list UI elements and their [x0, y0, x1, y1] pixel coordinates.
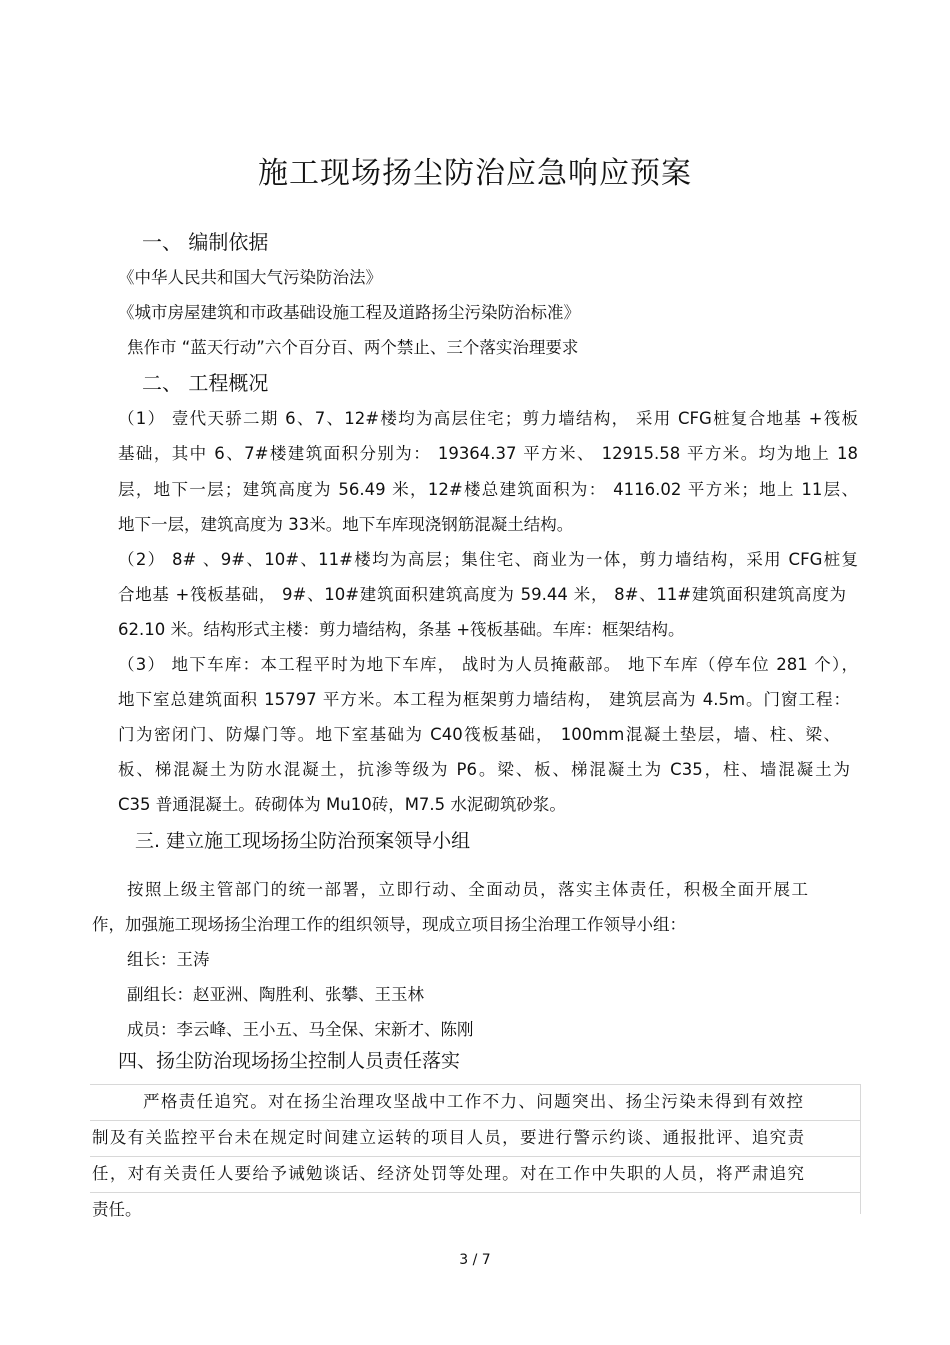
s4-line: 任，对有关责任人要给予诫勉谈话、经济处罚等处理。对在工作中失职的人员，将严肃追究: [92, 1164, 804, 1183]
section-2-heading: 二、 工程概况: [142, 371, 269, 395]
members: 成员：李云峰、王小五、马全保、宋新才、陈刚: [127, 1020, 474, 1039]
s1-line: 《城市房屋建筑和市政基础设施工程及道路扬尘污染防治标准》: [118, 303, 580, 322]
section-1-heading: 一、 编制依据: [142, 230, 269, 254]
deputy-leaders: 副组长：赵亚洲、陶胜利、张攀、王玉林: [127, 985, 424, 1004]
s2-line: 基础，其中 6、7#楼建筑面积分别为： 19364.37 平方米、 12915.58 平方米。均为地上 18: [118, 444, 858, 463]
page-number: 3 / 7: [459, 1252, 491, 1268]
section-3-heading: 三. 建立施工现场扬尘防治预案领导小组: [135, 830, 471, 852]
s2-line: （3） 地下车库：本工程平时为地下车库， 战时为人员掩蔽部。 地下车库（停车位 281 个），: [118, 655, 858, 674]
s2-line: 门为密闭门、防爆门等。地下室基础为 C40筏板基础， 100mm混凝土垫层，墙、柱、梁、: [118, 725, 840, 744]
s2-line: 层，地下一层；建筑高度为 56.49 米，12#楼总建筑面积为： 4116.02 平方米；地上 11层、: [118, 480, 858, 499]
s4-line: 制及有关监控平台未在规定时间建立运转的项目人员，要进行警示约谈、通报批评、追究责: [92, 1128, 804, 1147]
frame-line: [90, 1120, 860, 1121]
s2-line: （2） 8# 、9#、10#、11#楼均为高层；集住宅、商业为一体，剪力墙结构，采用 CFG桩复: [118, 550, 858, 569]
s2-line: 地下室总建筑面积 15797 平方米。本工程为框架剪力墙结构， 建筑层高为 4.5m。门窗工程：: [118, 690, 850, 709]
s2-line: （1） 壹代天骄二期 6、7、12#楼均为高层住宅；剪力墙结构， 采用 CFG桩复合地基 +筏板: [118, 409, 858, 428]
section-4-heading: 四、扬尘防治现场扬尘控制人员责任落实: [118, 1050, 461, 1072]
frame-line: [90, 1084, 860, 1085]
document-title: 施工现场扬尘防治应急响应预案: [258, 156, 692, 191]
s3-line: 按照上级主管部门的统一部署，立即行动、全面动员，落实主体责任，积极全面开展工: [127, 880, 808, 899]
group-leader: 组长：王涛: [127, 950, 210, 969]
s2-line: C35 普通混凝土。砖砌体为 Mu10砖，M7.5 水泥砌筑砂浆。: [118, 795, 566, 814]
frame-line: [90, 1192, 860, 1193]
s2-line: 62.10 米。结构形式主楼：剪力墙结构，条基 +筏板基础。车库：框架结构。: [118, 620, 685, 639]
frame-line: [90, 1156, 860, 1157]
frame-line: [860, 1084, 861, 1214]
s4-line: 严格责任追究。对在扬尘治理攻坚战中工作不力、问题突出、扬尘污染未得到有效控: [143, 1092, 803, 1111]
s1-line: 《中华人民共和国大气污染防治法》: [118, 268, 382, 287]
s2-line: 地下一层，建筑高度为 33米。地下车库现浇钢筋混凝土结构。: [118, 515, 574, 534]
s1-line: 焦作市 “蓝天行动”六个百分百、两个禁止、三个落实治理要求: [127, 338, 579, 357]
s2-line: 板、梯混凝土为防水混凝土，抗渗等级为 P6。梁、板、梯混凝土为 C35，柱、墙混凝土为: [118, 760, 850, 779]
s4-line: 责任。: [92, 1200, 142, 1219]
s3-line: 作，加强施工现场扬尘治理工作的组织领导，现成立项目扬尘治理工作领导小组：: [92, 915, 686, 934]
s2-line: 合地基 +筏板基础， 9#、10#建筑面积建筑高度为 59.44 米， 8#、11#建筑面积建筑高度为: [118, 585, 846, 604]
